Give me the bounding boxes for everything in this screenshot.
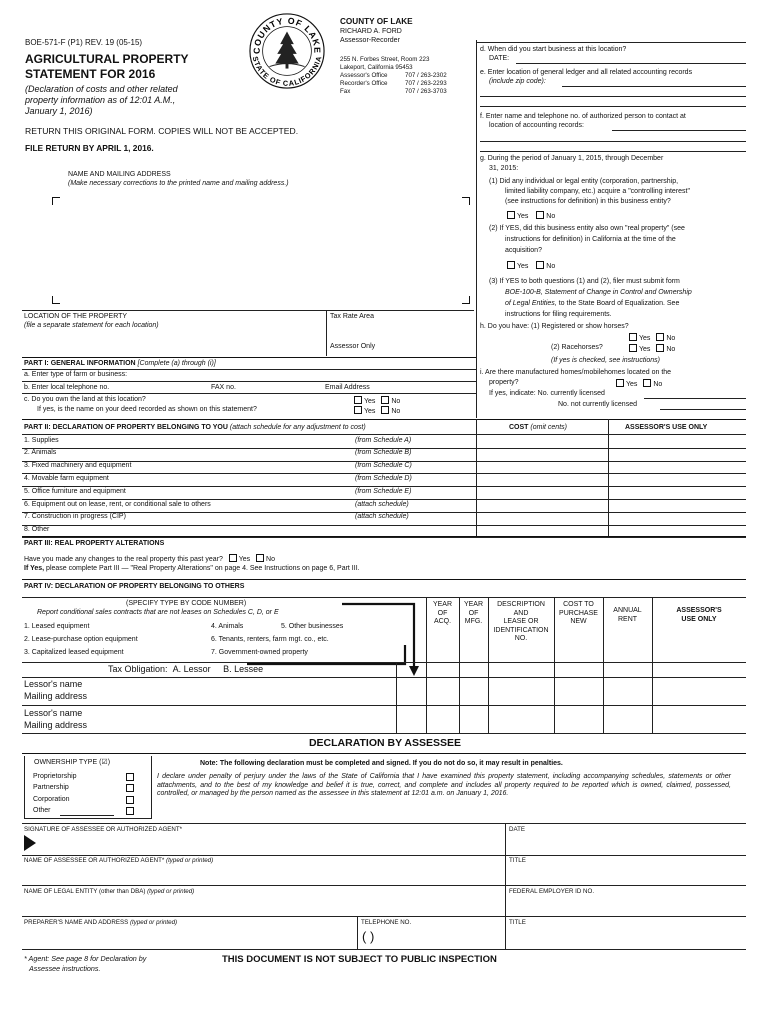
part4-report-note: Report conditional sales contracts that are not leases on Schedules C, D, or E [37, 609, 279, 616]
part1-a-label: a. Enter type of farm or business: [24, 371, 128, 378]
county-seal-logo [248, 12, 326, 90]
form-title-line1: AGRICULTURAL PROPERTY [25, 52, 189, 66]
telephone-field[interactable] [400, 928, 502, 948]
date-started-field[interactable] [516, 63, 746, 64]
h1-yes-checkbox[interactable] [629, 333, 637, 341]
c2-yes-no [352, 406, 400, 417]
g2-yes-label: Yes [517, 263, 529, 270]
part2-row-schedule: (from Schedule B) [355, 449, 412, 457]
proprietorship-checkbox[interactable] [126, 773, 134, 781]
question-g-line2: 31, 2015: [489, 165, 519, 172]
col-cost-2: PURCHASE [559, 609, 598, 617]
county-city: Lakeport, California 95453 [340, 64, 413, 71]
col-cost-1: COST TO [563, 601, 594, 608]
file-by-notice: FILE RETURN BY APRIL 1, 2016. [25, 143, 154, 153]
part3-yes-label: Yes [238, 556, 251, 563]
part2-row-label: 6. Equipment out on lease, rent, or conditional sale to others [24, 500, 211, 508]
part4-heading: PART IV: DECLARATION OF PROPERTY BELONGING TO OTHERS [24, 583, 245, 590]
lessor-entry-1[interactable] [100, 679, 394, 704]
form-id: BOE-571-F (P1) REV. 19 (05-15) [25, 38, 143, 47]
code-3: 3. Capitalized leased equipment [24, 649, 124, 656]
part2-heading [24, 424, 366, 433]
part2-row-label: 4. Movable farm equipment [24, 474, 109, 482]
county-name: COUNTY OF LAKE [340, 17, 413, 26]
g1-yes-label: Yes [517, 213, 529, 220]
ownership-corporation-label: Corporation [33, 796, 70, 803]
subtitle-line1: (Declaration of costs and other related [25, 84, 178, 94]
mailing-address-label-1: Mailing address [24, 691, 88, 701]
col-rent-1: ANNUAL [613, 607, 642, 614]
part2-row-label: 5. Office furniture and equipment [24, 487, 126, 495]
g2-yes-no [505, 261, 555, 272]
col-year-mfg-2: OF [468, 609, 479, 617]
col-desc-5: NO. [514, 635, 528, 642]
g1-no-checkbox[interactable] [536, 211, 544, 219]
h1-no-label: No [666, 335, 676, 342]
part2-row-divider [22, 537, 746, 538]
question-g2-line3: acquisition? [505, 247, 542, 254]
code-arrow-right [340, 600, 430, 680]
part3-note [24, 565, 360, 574]
ownership-other-label: Other [33, 807, 51, 814]
assessor-only-label: Assessor Only [330, 343, 376, 350]
agent-footnote-1: * Agent: See page 8 for Declaration by [24, 954, 147, 963]
question-g1: (1) Did any individual or legal entity (corporation, partnership, [489, 178, 679, 185]
mailing-address-field[interactable] [60, 206, 460, 294]
col-rent-2: RENT [617, 615, 638, 623]
part2-cost-field[interactable] [478, 512, 606, 524]
h2-no-checkbox[interactable] [656, 344, 664, 352]
mailing-corner-tl [52, 197, 60, 205]
declaration-heading: DECLARATION BY ASSESSEE [308, 737, 462, 749]
h1-yes-label: Yes [639, 335, 651, 342]
c1-no-checkbox[interactable] [381, 396, 389, 404]
fax-phone: 707 / 263-3703 [405, 88, 447, 95]
col-cost [554, 601, 603, 627]
part2-row-label: 1. Supplies [24, 436, 59, 444]
col-desc-1: DESCRIPTION [497, 601, 545, 608]
col-annual-rent [603, 607, 652, 624]
telephone-label: TELEPHONE NO. [361, 919, 412, 926]
question-i-licensed: If yes, indicate: No. currently licensed [489, 390, 605, 397]
question-i-line2: property? [489, 379, 519, 386]
part2-cost-field[interactable] [478, 525, 606, 537]
question-f: f. Enter name and telephone no. of authorized person to contact at [480, 113, 686, 120]
phone-field[interactable] [130, 383, 208, 393]
location-note: (file a separate statement for each location) [24, 322, 159, 329]
mailing-corner-br [462, 296, 470, 304]
part2-row-divider [22, 525, 746, 526]
corporation-checkbox[interactable] [126, 796, 134, 804]
g2-yes-checkbox[interactable] [507, 261, 515, 269]
c2-yes-checkbox[interactable] [354, 406, 362, 414]
part2-assessor-header: ASSESSOR'S USE ONLY [625, 424, 708, 431]
col-year-acq-2: OF [437, 609, 448, 617]
code-2: 2. Lease-purchase option equipment [24, 636, 138, 643]
h2-yes-label: Yes [639, 346, 651, 353]
question-g2: (2) If YES, did this business entity also own "real property" (see [489, 225, 685, 232]
part2-row-schedule: (attach schedule) [355, 513, 409, 521]
assessor-office-label: Assessor's Office [340, 72, 388, 79]
part2-cost-field[interactable] [478, 461, 606, 473]
agent-name-label-text: NAME OF ASSESSEE OR AUTHORIZED AGENT* [24, 857, 165, 864]
sign-here-arrow-icon [24, 835, 36, 851]
tax-rate-label: Tax Rate Area [330, 313, 374, 320]
part2-row-schedule: (from Schedule E) [355, 487, 412, 495]
title-label: TITLE [509, 857, 526, 864]
i-no-checkbox[interactable] [643, 379, 651, 387]
question-g3: (3) If YES to both questions (1) and (2), filer must submit form [489, 278, 680, 285]
col-cost-3: NEW [570, 618, 587, 625]
part2-row-schedule: (from Schedule C) [355, 462, 412, 470]
part3-no-checkbox[interactable] [256, 554, 264, 562]
ledger-location-field[interactable] [562, 86, 746, 87]
partnership-checkbox[interactable] [126, 784, 134, 792]
location-field[interactable] [24, 332, 324, 354]
g1-yes-checkbox[interactable] [507, 211, 515, 219]
agent-footnote-2: Assessee instructions. [29, 964, 101, 973]
preparer-field[interactable] [24, 928, 354, 948]
part2-note: (attach schedule for any adjustment to cost) [229, 424, 366, 431]
part1-heading [24, 360, 216, 369]
form-title-line2: STATEMENT FOR 2016 [25, 67, 156, 81]
h2-yes-no [627, 344, 675, 355]
part1-c-label: c. Do you own the land at this location? [24, 396, 146, 403]
col-year-mfg-1: YEAR [463, 601, 484, 608]
telephone-area-code: ( ) [362, 929, 375, 944]
part4-spec: (SPECIFY TYPE BY CODE NUMBER) [126, 600, 247, 607]
i-yes-label: Yes [626, 381, 638, 388]
code-5: 5. Other businesses [281, 623, 344, 630]
legal-entity-label-text: NAME OF LEGAL ENTITY (other than DBA) [24, 888, 146, 895]
fein-field[interactable] [508, 897, 744, 913]
preparer-title-field[interactable] [508, 928, 744, 948]
code-1: 1. Leased equipment [24, 623, 90, 630]
subtitle-line2: property information as of 12:01 A.M., [25, 95, 176, 105]
part1-c2-label: If yes, is the name on your deed recorded as shown on this statement? [37, 406, 257, 413]
tax-obligation-label: Tax Obligation: [108, 664, 168, 674]
part2-row-label: 2. Animals [24, 449, 57, 457]
preparer-typed: (typed or printed) [129, 919, 178, 926]
c2-no-label: No [391, 408, 401, 415]
c2-no-checkbox[interactable] [381, 406, 389, 414]
part3-no-label: No [266, 556, 275, 563]
question-h1: h. Do you have: (1) Registered or show horses? [480, 323, 629, 330]
part3-note-text: please complete Part III — "Real Property Alterations" on page 4. See Instructions on page 6, Part III. [44, 565, 360, 572]
c1-yes-label: Yes [364, 398, 376, 405]
code-7: 7. Government-owned property [211, 649, 308, 656]
c2-yes-label: Yes [364, 408, 376, 415]
date-label: DATE [509, 826, 526, 833]
code-4: 4. Animals [211, 623, 244, 630]
public-inspection-notice: THIS DOCUMENT IS NOT SUBJECT TO PUBLIC INSPECTION [222, 954, 497, 965]
part2-cost-field[interactable] [478, 486, 606, 498]
col-assessor-use [652, 607, 746, 624]
cost-header [509, 424, 567, 433]
col-year-acq-3: ACQ. [433, 618, 452, 625]
preparer-label-text: PREPARER'S NAME AND ADDRESS [24, 919, 129, 926]
part2-cost-field[interactable] [478, 448, 606, 460]
tax-obligation-row [108, 665, 263, 675]
question-g3-line3 [505, 300, 679, 309]
lessor-entry-2[interactable] [100, 707, 394, 732]
tax-obligation-lessee[interactable]: B. Lessee [223, 664, 264, 674]
official-name: RICHARD A. FORD [340, 28, 402, 35]
mailing-corner-bl [52, 296, 60, 304]
email-label: Email Address [325, 384, 370, 391]
legal-entity-label [24, 888, 194, 896]
cost-header-note: (omit cents) [530, 424, 567, 431]
recorder-office-phone: 707 / 263-2293 [405, 80, 447, 87]
col-description [488, 601, 554, 644]
lessor-name-label-1: Lessor's name [24, 679, 83, 689]
part2-cost-field[interactable] [478, 435, 606, 447]
question-e: e. Enter location of general ledger and all related accounting records [480, 69, 693, 76]
seal-bottom-text: STATE OF CALIFORNIA [250, 55, 324, 88]
location-label: LOCATION OF THE PROPERTY [24, 313, 128, 320]
ownership-proprietorship-label: Proprietorship [33, 773, 77, 780]
part1-title: PART I: GENERAL INFORMATION [24, 360, 136, 367]
part2-title: PART II: DECLARATION OF PROPERTY BELONGING TO YOU [24, 424, 228, 431]
code-arrow-left [245, 643, 415, 668]
agent-name-field[interactable] [24, 866, 502, 884]
g2-no-checkbox[interactable] [536, 261, 544, 269]
col-year-acq [426, 601, 459, 627]
fax-number-label: FAX no. [211, 384, 236, 391]
question-f-line2: location of accounting records: [489, 122, 584, 129]
fax-label: Fax [340, 88, 351, 95]
mailing-note: (Make necessary corrections to the printed name and mailing address.) [68, 180, 289, 187]
part2-row-schedule: (attach schedule) [355, 500, 409, 508]
part1-note: [Complete (a) through (i)] [137, 360, 216, 367]
other-type-field[interactable] [60, 815, 114, 816]
i-yes-checkbox[interactable] [616, 379, 624, 387]
preparer-label [24, 919, 177, 927]
g1-no-label: No [546, 213, 556, 220]
col-desc-4: IDENTIFICATION [493, 626, 549, 634]
question-g3-line4: instructions for filing requirements. [505, 311, 612, 318]
col-desc-3: LEASE OR [503, 618, 539, 625]
question-g: g. During the period of January 1, 2015, through December [480, 155, 664, 162]
declaration-note: Note: The following declaration must be completed and signed. If you do not do so, it may result in penalties. [200, 760, 563, 767]
question-e-note: (include zip code): [489, 78, 546, 85]
part3-question-row [24, 554, 275, 565]
part3-question: Have you made any changes to the real property this past year? [24, 556, 223, 563]
col-year-mfg-3: MFG. [464, 618, 483, 625]
h1-yes-no [627, 333, 675, 344]
cost-header-label: COST [509, 424, 529, 431]
mailing-address-label-2: Mailing address [24, 720, 88, 730]
question-i-unlicensed: No. not currently licensed [558, 401, 637, 408]
question-i: i. Are there manufactured homes/mobilehomes located on the [480, 369, 672, 376]
licensed-count-field[interactable] [644, 398, 746, 399]
seal-top-text: COUNTY OF LAKE [251, 15, 323, 55]
part3-heading: PART III: REAL PROPERTY ALTERATIONS [24, 540, 165, 547]
unlicensed-count-field[interactable] [660, 409, 746, 410]
h1-no-checkbox[interactable] [656, 333, 664, 341]
title-field[interactable] [508, 866, 744, 884]
subtitle-line3: January 1, 2016) [25, 106, 93, 116]
fein-label: FEDERAL EMPLOYER ID NO. [509, 888, 595, 895]
part2-row-schedule: (from Schedule A) [355, 436, 412, 444]
agent-name-label [24, 857, 213, 865]
ownership-partnership-label: Partnership [33, 784, 69, 791]
question-g1-line3: (see instructions for definition) in this business entity? [505, 198, 671, 205]
col-desc-2: AND [513, 609, 529, 617]
code-6: 6. Tenants, renters, farm mgt. co., etc. [211, 636, 329, 643]
part2-cost-field[interactable] [478, 473, 606, 485]
other-checkbox[interactable] [126, 807, 134, 815]
col-year-mfg [459, 601, 488, 627]
col-year-acq-1: YEAR [432, 601, 453, 608]
assessor-office-phone: 707 / 263-2302 [405, 72, 447, 79]
question-h-note: (If yes is checked, see instructions) [551, 357, 660, 364]
ownership-type-label: OWNERSHIP TYPE (☑) [34, 759, 111, 766]
declaration-text: I declare under penalty of perjury under the laws of the State of California that I have examined this property statement, including accompanying schedules, statements or other attachments, and to the best of my knowledge and belief it is true, correct, and complete and includes all property required to be reported which is owned, claimed, possessed, controlled, or managed by the person named as the assessee in this statement at 12:01 a.m. on January 1, 2016. [157, 773, 731, 797]
agent-name-typed: (typed or printed) [166, 857, 214, 864]
question-d: d. When did you start business at this location? [480, 46, 627, 53]
i-yes-no [614, 379, 662, 390]
h2-no-label: No [666, 346, 676, 353]
c1-yes-no [352, 396, 400, 407]
part2-row-label: 7. Construction in progress (CIP) [24, 513, 126, 521]
part2-row-label: 8. Other [24, 526, 50, 534]
part2-row-label: 3. Fixed machinery and equipment [24, 462, 132, 470]
part3-note-bold: If Yes, [24, 565, 45, 572]
return-notice: RETURN THIS ORIGINAL FORM. COPIES WILL NOT BE ACCEPTED. [25, 126, 299, 136]
legal-entity-typed: (typed or printed) [147, 888, 195, 895]
date-field[interactable] [508, 833, 744, 853]
contact-person-field[interactable] [612, 130, 746, 131]
c1-yes-checkbox[interactable] [354, 396, 362, 404]
official-role: Assessor-Recorder [340, 37, 400, 44]
g2-no-label: No [546, 263, 556, 270]
question-d-date-label: DATE: [489, 55, 510, 62]
preparer-title-label: TITLE [509, 919, 526, 926]
signature-label: SIGNATURE OF ASSESSEE OR AUTHORIZED AGENT* [24, 826, 183, 833]
part2-row-schedule: (from Schedule D) [355, 474, 412, 482]
i-no-label: No [653, 381, 663, 388]
g1-yes-no [505, 211, 555, 222]
c1-no-label: No [391, 398, 401, 405]
question-g3-line2: BOE-100-B, Statement of Change in Control and Ownership [505, 289, 692, 296]
legal-entity-field[interactable] [24, 897, 502, 913]
tax-obligation-lessor[interactable]: A. Lessor [172, 664, 211, 674]
part3-yes-checkbox[interactable] [229, 554, 237, 562]
part2-cost-field[interactable] [478, 499, 606, 511]
part1-b-label: b. Enter local telephone no. [24, 384, 110, 391]
county-street: 255 N. Forbes Street, Room 223 [340, 56, 430, 63]
question-g2-line2: instructions for definition) in California at the time of the [505, 236, 676, 243]
question-h2: (2) Racehorses? [551, 344, 603, 351]
question-g3-line3-rest: to the State Board of Equalization. See [556, 300, 680, 307]
mailing-label: NAME AND MAILING ADDRESS [68, 171, 171, 178]
recorder-office-label: Recorder's Office [340, 80, 388, 87]
signature-field[interactable] [40, 833, 500, 853]
col-assessor-2: USE ONLY [681, 615, 717, 623]
lessor-name-label-2: Lessor's name [24, 708, 83, 718]
h2-yes-checkbox[interactable] [629, 344, 637, 352]
boe-form-name: of Legal Entities, [505, 300, 557, 307]
mailing-corner-tr [462, 197, 470, 205]
farm-type-field[interactable] [162, 371, 474, 380]
col-assessor-1: ASSESSOR'S [676, 607, 722, 614]
question-g1-line2: limited liability company, etc.) acquire a "controlling interest" [505, 188, 690, 195]
